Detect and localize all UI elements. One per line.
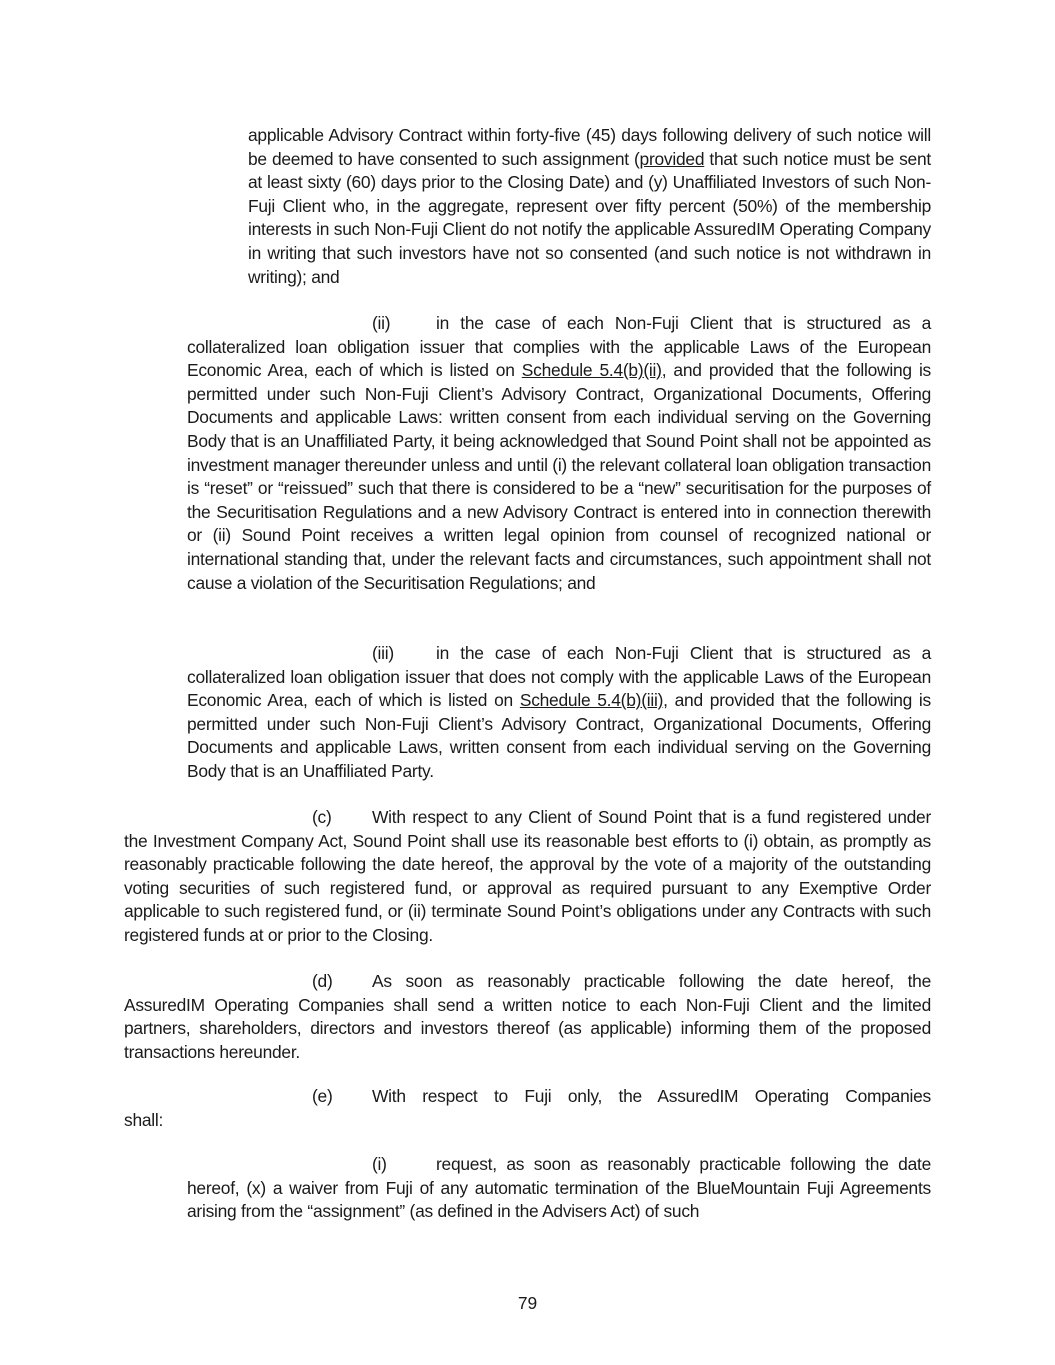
clause-text: in the case of each Non-Fuji Client that is structured as a collateralized loan obligation issuer that does not comply with the applicable Laws of the European Economic Area, each of which is listed on [187,643,931,711]
schedule-reference: Schedule 5.4(b)(ii) [521,360,662,381]
page-number: 79 [517,1293,538,1313]
clause-text: With respect to any Client of Sound Point that is a fund registered under the Investment Company Act, Sound Point shall use its reasonable best efforts to (i) obtain, as promptly as reasonably practicable following the date hereof, the approval by the vote of a majority of the outstanding voting securities of such registered fund, or approval as required pursuant to any Exemptive Order applicable to such registered fund, or (ii) terminate Sound Point’s obligations under any Contracts with such registered funds at or prior to the Closing. [124,807,931,945]
clause-number: (c) [312,807,332,827]
clause-number: (e) [312,1086,333,1106]
clause-text-cont: shall: [124,1110,164,1130]
clause-number: (iii) [372,643,394,663]
clause-e-continuation [124,1109,324,1133]
clause-e [312,1085,931,1109]
paragraph-text: applicable Advisory Contract within forty-five (45) days following delivery of such notice will be deemed to have consented to such assignment ( [248,125,931,169]
clause-c [124,806,931,948]
clause-text: in the case of each Non-Fuji Client that is structured as a collateralized loan obligation issuer that complies with the applicable Laws of the European Economic Area, each of which is listed on [187,313,931,381]
clause-number: (d) [312,971,333,991]
clause-text: With respect to Fuji only, the AssuredIM Operating Companies [372,1086,931,1106]
clause-ii [187,312,931,595]
clause-text-cont: , and provided that the following is permitted under such Non-Fuji Client’s Advisory Contract, Organizational Documents, Offering Documents and applicable Laws: written consent from each individual serving on the Governing Body that is an Unaffiliated Party, it being acknowledged that Sound Point shall not be appointed as investment manager thereunder unless and until (i) the relevant collateral loan obligation transaction is “reset” or “reissued” such that there is considered to be a “new” securitisation for the purposes of the Securitisation Regulations and a new Advisory Contract is entered into in connection therewith or (ii) Sound Point receives a written legal opinion from counsel of recognized national or international standing that, under the relevant facts and circumstances, such appointment shall not cause a violation of the Securitisation Regulations; and [187,360,932,593]
continuation-paragraph [248,124,931,289]
clause-text: As soon as reasonably practicable following the date hereof, the AssuredIM Operating Companies shall send a written notice to each Non-Fuji Client and the limited partners, shareholders, directors and investors thereof (as applicable) informing them of the proposed transactions hereunder. [124,971,931,1062]
clause-e-i [187,1153,931,1224]
clause-text-cont: , and provided that the following is permitted under such Non-Fuji Client’s Advisory Contract, Organizational Documents, Offering Documents and applicable Laws, written consent from each individual serving on the Governing Body that is an Unaffiliated Party. [187,690,931,781]
clause-text: request, as soon as reasonably practicable following the date hereof, (x) a waiver from Fuji of any automatic termination of the BlueMountain Fuji Agreements arising from the “assignment” (as defined in the Advisers Act) of such [187,1154,931,1222]
clause-d [124,970,931,1064]
clause-number: (ii) [372,313,391,333]
clause-number: (i) [372,1154,387,1174]
schedule-reference: Schedule 5.4(b)(iii) [519,690,664,711]
provided-term: provided [639,148,705,169]
clause-iii [187,642,931,784]
paragraph-text-cont: that such notice must be sent at least sixty (60) days prior to the Closing Date) and (y) Unaffiliated Investors of such Non-Fuji Client who, in the aggregate, represent over fifty percent (50%) of the membership interests in such Non-Fuji Client do not notify the applicable AssuredIM Operating Company in writing that such investors have not so consented (and such notice is not withdrawn in writing); and [248,148,931,287]
